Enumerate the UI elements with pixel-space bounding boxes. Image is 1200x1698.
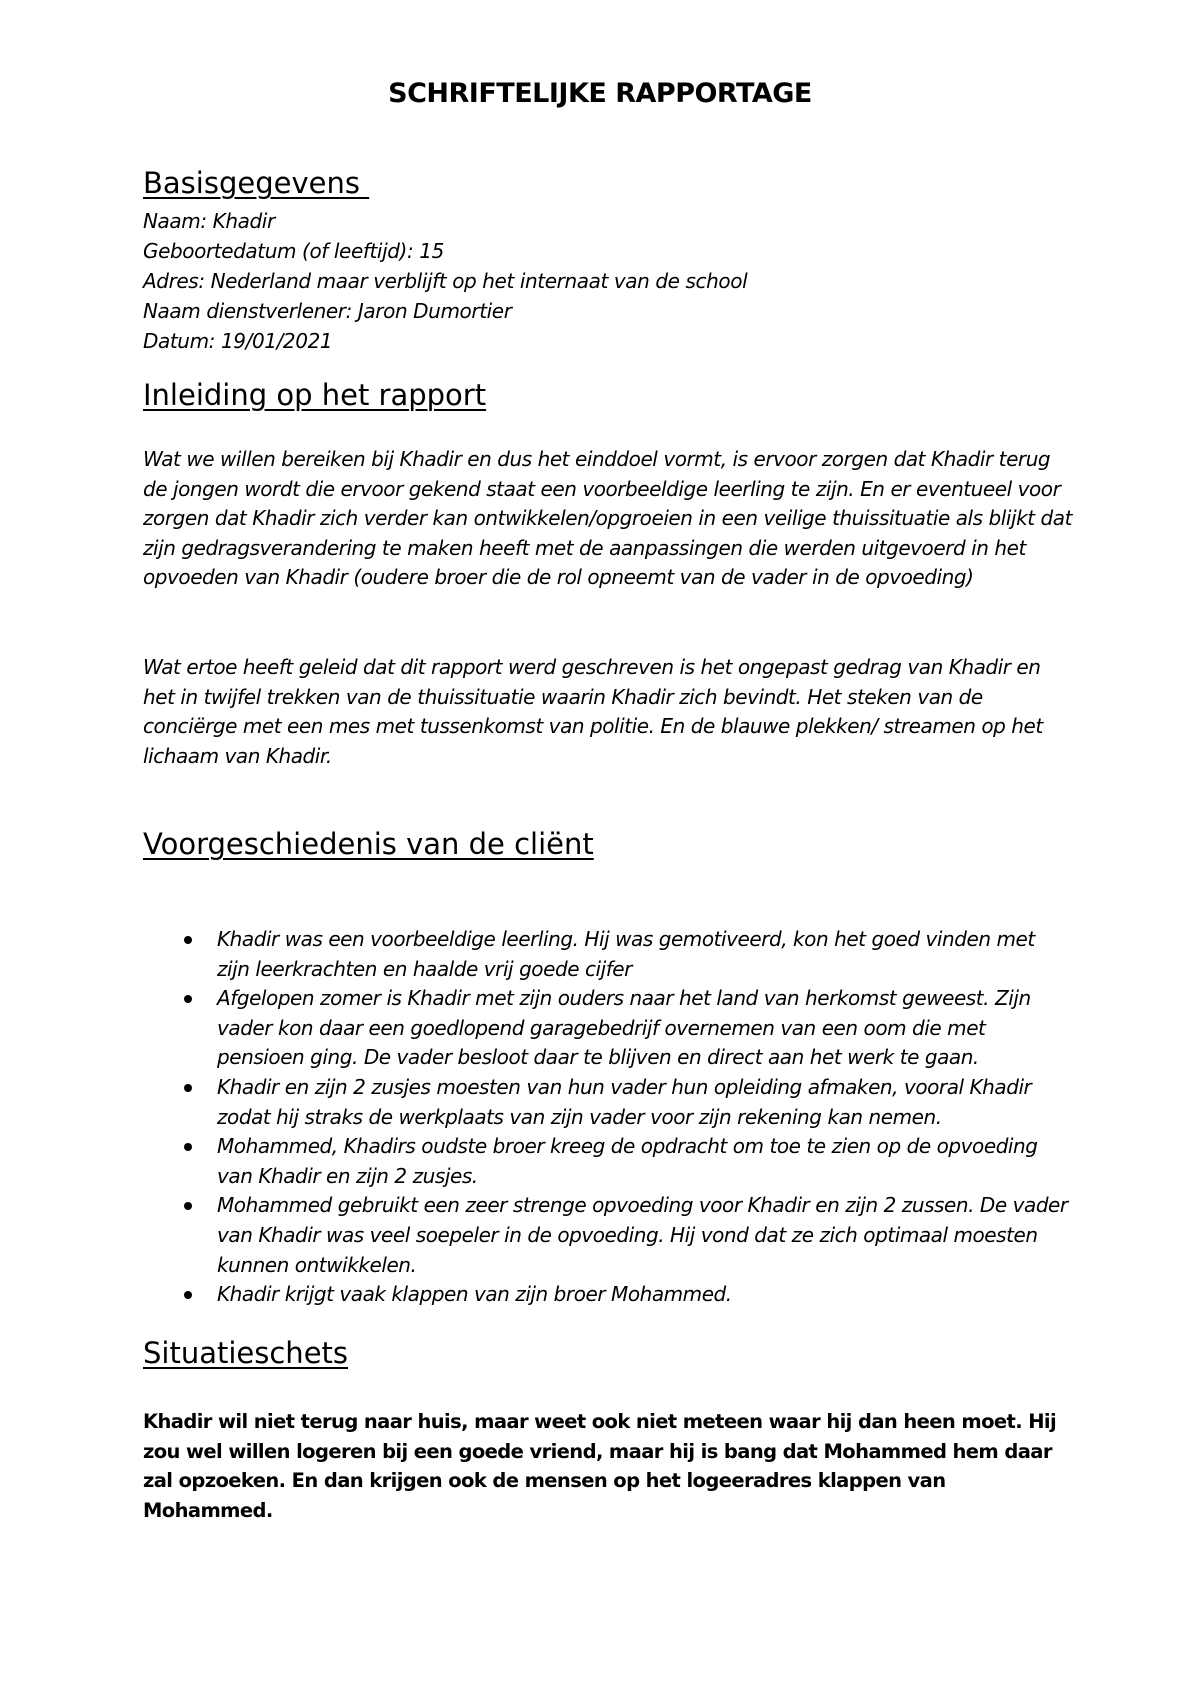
field-naam: Naam: Khadir xyxy=(143,209,275,233)
field-dienstverlener: Naam dienstverlener: Jaron Dumortier xyxy=(143,299,512,323)
list-item-text: Khadir was een voorbeeldige leerling. Hij was gemotiveerd, kon het goed vinden met zijn leerkrachten en haalde vrij goede cijfer xyxy=(217,927,1035,981)
list-item xyxy=(143,1073,1073,1132)
list-item-text: Afgelopen zomer is Khadir met zijn ouders naar het land van herkomst geweest. Zijn vader kon daar een goedlopend garagebedrijf overnemen van een oom die met pensioen ging. De vader besloot daar te blijven en direct aan het werk te gaan. xyxy=(217,986,1031,1070)
list-item xyxy=(143,1280,1073,1310)
field-geboortedatum: Geboortedatum (of leeftijd): 15 xyxy=(143,239,444,263)
field-adres: Adres: Nederland maar verblijft op het internaat van de school xyxy=(143,269,748,293)
list-item xyxy=(143,984,1073,1073)
basisgegevens-fields xyxy=(143,206,747,356)
list-item xyxy=(143,1132,1073,1191)
bullet-icon xyxy=(184,1143,192,1151)
inleiding-paragraph-1: Wat we willen bereiken bij Khadir en dus het einddoel vormt, is ervoor zorgen dat Khadir terug de jongen wordt die ervoor gekend staat een voorbeeldige leerling te zijn. En er eventueel voor zorgen dat Khadir zich verder kan ontwikkelen/opgroeien in een veilige thuissituatie als blijkt dat zijn gedragsverandering te maken heeft met de aanpassingen die werden uitgevoerd in het opvoeden van Khadir (oudere broer die de rol opneemt van de vader in de opvoeding) xyxy=(143,447,1072,590)
heading-inleiding: Inleiding op het rapport xyxy=(143,378,487,412)
list-item-text: Khadir krijgt vaak klappen van zijn broer Mohammed. xyxy=(217,1282,732,1307)
situatieschets-paragraph: Khadir wil niet terug naar huis, maar weet ook niet meteen waar hij dan heen moet. Hij zou wel willen logeren bij een goede vriend, maar hij is bang dat Mohammed hem daar zal opzoeken. En dan krijgen ook de mensen op het logeeradres klappen van Mohammed. xyxy=(143,1410,1057,1522)
heading-voorgeschiedenis: Voorgeschiedenis van de cliënt xyxy=(143,827,594,861)
document-title: SCHRIFTELIJKE RAPPORTAGE xyxy=(388,78,812,109)
field-datum: Datum: 19/01/2021 xyxy=(143,329,333,353)
list-item-text: Khadir en zijn 2 zusjes moesten van hun vader hun opleiding afmaken, vooral Khadir zodat hij straks de werkplaats van zijn vader voor zijn rekening kan nemen. xyxy=(217,1074,1032,1129)
list-item-text: Mohammed gebruikt een zeer strenge opvoeding voor Khadir en zijn 2 zussen. De vader van Khadir was veel soepeler in de opvoeding. Hij vond dat ze zich optimaal moesten kunnen ontwikkelen. xyxy=(217,1193,1068,1277)
voorgeschiedenis-list xyxy=(143,925,1073,1310)
inleiding-paragraph-2: Wat ertoe heeft geleid dat dit rapport werd geschreven is het ongepast gedrag van Khadir en het in twijfel trekken van de thuissituatie waarin Khadir zich bevindt. Het steken van de conciërge met een mes met tussenkomst van politie. En de blauwe plekken/ streamen op het lichaam van Khadir. xyxy=(143,655,1043,768)
bullet-icon xyxy=(184,936,192,944)
heading-situatieschets: Situatieschets xyxy=(143,1336,349,1370)
bullet-icon xyxy=(184,1202,192,1210)
heading-basisgegevens: Basisgegevens xyxy=(143,166,370,200)
list-item xyxy=(143,925,1073,984)
list-item xyxy=(143,1191,1073,1280)
bullet-icon xyxy=(184,995,192,1003)
list-item-text: Mohammed, Khadirs oudste broer kreeg de opdracht om toe te zien op de opvoeding van Khadir en zijn 2 zusjes. xyxy=(217,1134,1038,1188)
bullet-icon xyxy=(184,1291,192,1299)
bullet-icon xyxy=(184,1084,192,1092)
